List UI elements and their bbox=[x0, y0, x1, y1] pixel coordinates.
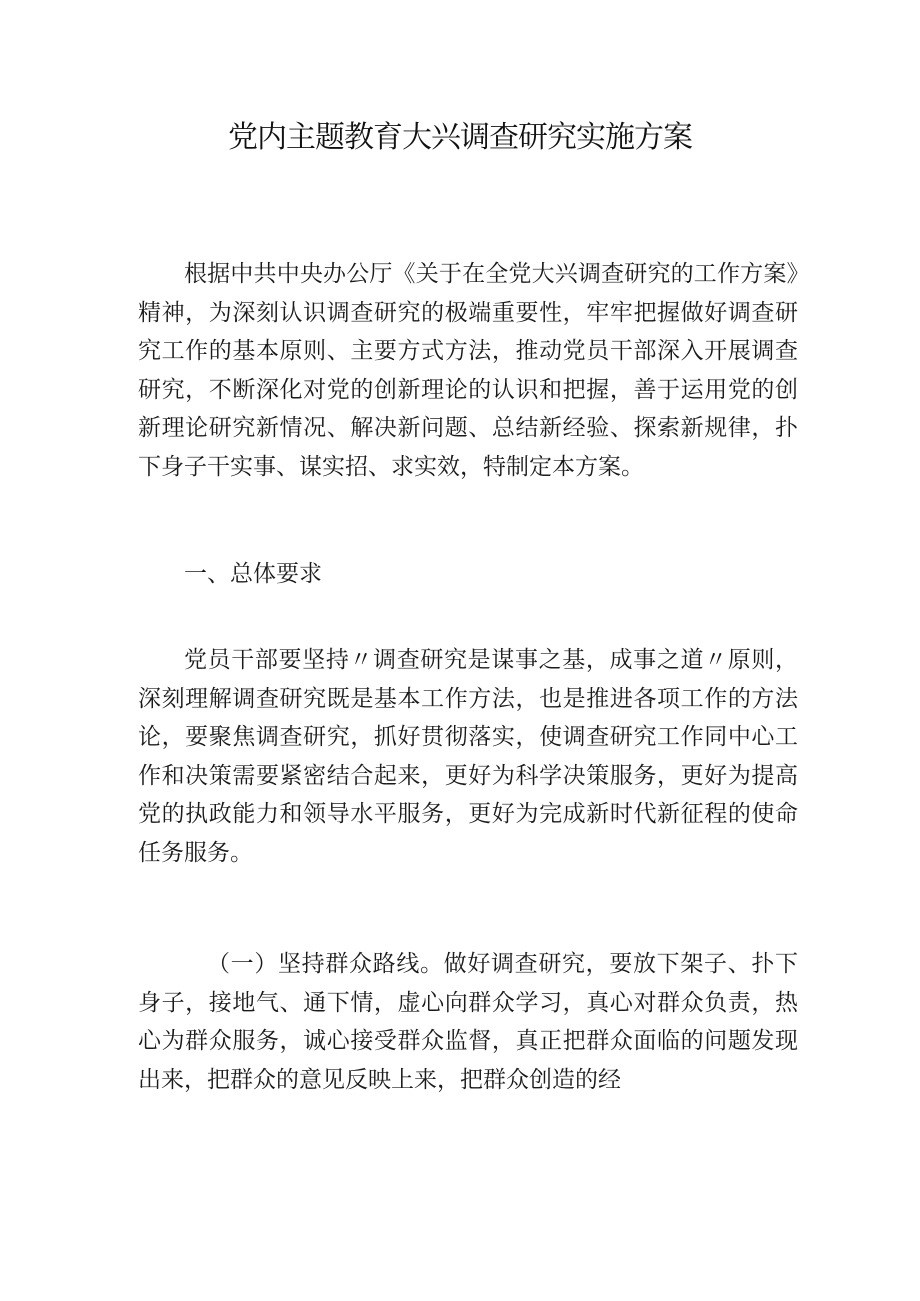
mass-line-paragraph: （一）坚持群众路线。做好调查研究，要放下架子、扑下身子，接地气、通下情，虚心向群众学习，真心对群众负责，热心为群众服务，诚心接受群众监督，真正把群众面临的问题发现出来，把群众的意见反映上来，把群众创造的经 bbox=[138, 951, 798, 1093]
document-title: 党内主题教育大兴调查研究实施方案 bbox=[228, 120, 692, 155]
section-heading-general-requirements: 一、总体要求 bbox=[184, 561, 322, 587]
intro-paragraph: 根据中共中央办公厅《关于在全党大兴调查研究的工作方案》精神，为深刻认识调查研究的极端重要性，牢牢把握做好调查研究工作的基本原则、主要方式方法，推动党员干部深入开展调查研究，不断深化对党的创新理论的认识和把握，善于运用党的创新理论研究新情况、解决新问题、总结新经验、探索新规律，扑下身子干实事、谋实招、求实效，特制定本方案。 bbox=[138, 261, 798, 480]
general-requirements-paragraph: 党员干部要坚持〃调查研究是谋事之基，成事之道〃原则，深刻理解调查研究既是基本工作方法，也是推进各项工作的方法论，要聚焦调查研究，抓好贯彻落实，使调查研究工作同中心工作和决策需要紧密结合起来，更好为科学决策服务，更好为提高党的执政能力和领导水平服务，更好为完成新时代新征程的使命任务服务。 bbox=[138, 647, 798, 866]
